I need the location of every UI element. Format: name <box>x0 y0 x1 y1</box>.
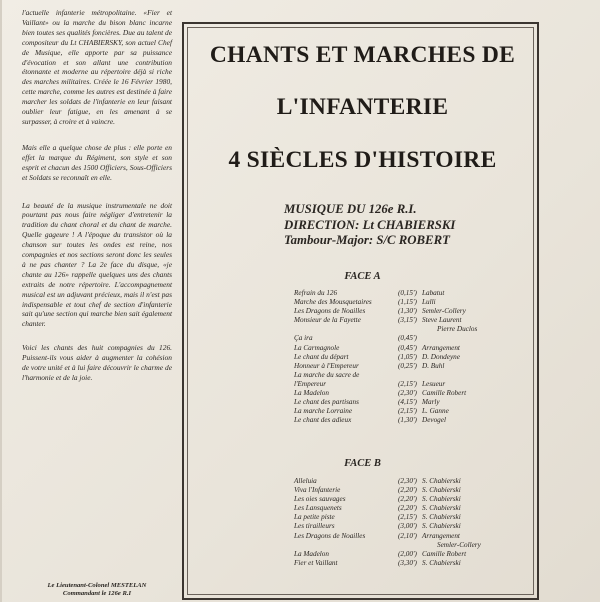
track-title: Le chant des adieux <box>294 416 352 425</box>
track-credit: S. Chabierski <box>422 504 461 513</box>
track-duration: (2,10') <box>398 531 417 540</box>
track-credit: Pierre Duclos <box>437 325 478 334</box>
track-duration: (1,30') <box>398 416 417 425</box>
track-title: Marche des Mousquetaires <box>294 298 372 307</box>
track-title: Le chant des partisans <box>294 398 359 407</box>
face-a-title: FACE A <box>344 271 381 282</box>
title-frame <box>182 22 539 600</box>
track-credit: S. Chabierski <box>422 558 461 567</box>
track-title: l'Empereur <box>294 379 327 388</box>
track-title: Viva l'Infanterie <box>294 486 341 495</box>
track-title: Les Lansquenets <box>294 504 342 513</box>
spine-edge <box>0 0 2 602</box>
credit-direction: DIRECTION: Lt CHABIERSKI <box>284 217 456 232</box>
track-duration: (2,15') <box>398 513 417 522</box>
track-duration: (0,45') <box>398 343 417 352</box>
track-row <box>294 316 534 325</box>
track-row <box>294 380 534 389</box>
track-duration: (0,25') <box>398 361 417 370</box>
liner-signature: Le Lieutenant-Colonel MESTELAN Commandant le 126e R.I <box>47 582 147 597</box>
title-line-2: L'INFANTERIE <box>276 94 449 120</box>
track-duration: (2,15') <box>398 379 417 388</box>
track-title: Les oies sauvages <box>294 495 346 504</box>
track-title: Alleluia <box>294 477 317 485</box>
liner-paragraph: Voici les chants des huit compagnies du 126. Puissent-ils vous aider à augmenter la cohésion de votre unité et à lui faire découvrir le charme de l'harmonie et de la joie. <box>22 343 172 382</box>
track-duration: (2,20') <box>398 486 417 495</box>
track-row <box>294 389 534 398</box>
track-credit: S. Chabierski <box>422 513 461 522</box>
track-title: Ça ira <box>294 334 313 343</box>
track-row <box>294 307 534 316</box>
track-row <box>294 407 534 416</box>
liner-notes <box>22 8 172 394</box>
track-credit: Marly <box>422 398 440 407</box>
track-title: Les tirailleurs <box>294 522 335 531</box>
track-duration: (2,30') <box>398 477 417 485</box>
track-row <box>294 477 534 486</box>
track-title: Fier et Vaillant <box>294 558 338 567</box>
credit-music: MUSIQUE DU 126e R.I. <box>284 202 417 216</box>
track-credit: L. Ganne <box>422 407 449 416</box>
credits-block <box>284 202 455 249</box>
track-credit: S. Chabierski <box>422 522 461 531</box>
track-title: Les Dragons de Noailles <box>294 531 366 540</box>
track-row <box>294 334 534 343</box>
track-credit: Camille Robert <box>422 549 467 558</box>
track-duration: (0,45') <box>398 334 417 343</box>
track-row <box>294 398 534 407</box>
track-row <box>294 522 534 531</box>
track-title: Les Dragons de Noailles <box>294 307 366 316</box>
track-row <box>294 495 534 504</box>
track-duration: (3,30') <box>398 558 417 567</box>
track-credit: Semler-Collery <box>437 540 481 549</box>
track-duration: (3,00') <box>398 522 417 531</box>
track-credit: Lulli <box>422 298 436 307</box>
track-duration: (4,15') <box>398 398 417 407</box>
track-title: La marche Lorraine <box>294 407 353 416</box>
track-row <box>294 371 534 380</box>
title-line-3: 4 SIÈCLES D'HISTOIRE <box>228 147 497 173</box>
track-row <box>294 559 534 568</box>
track-credit: Camille Robert <box>422 389 467 398</box>
track-row <box>294 325 534 334</box>
credit-drum-major: Tambour-Major: S/C ROBERT <box>284 233 450 247</box>
track-row <box>294 513 534 522</box>
track-title: La Madelon <box>294 389 329 398</box>
face-b-tracklist <box>294 477 534 568</box>
liner-paragraph: l'actuelle infanterie métropolitaine. «Fier et Vaillant» ou la marche du bison blanc incarne bien toutes ses qualités foncières. Due au talent de compositeur du Lt CHABIERSKY, son actuel Chef de Musique, elle apporte par sa puissance d'évocation et son allant une contribution étonnante et moderne au répertoire déjà si riche des marches militaires. Créée le 16 Février 1980, cette marche, comme les autres est destinée à faire marcher les soldats de l'infanterie en leur faisant oublier leur fatigue, en les amenant à se surpasser, à croire et à vaincre. <box>22 8 172 126</box>
face-a-tracklist <box>294 289 534 425</box>
track-duration: (1,30') <box>398 307 417 316</box>
track-duration: (3,15') <box>398 316 417 325</box>
title-line-1: CHANTS ET MARCHES DE <box>209 42 516 68</box>
track-title: La Madelon <box>294 549 329 558</box>
track-duration: (2,20') <box>398 504 417 513</box>
track-duration: (0,15') <box>398 289 417 297</box>
track-credit: Devogel <box>422 416 446 425</box>
track-title: Honneur à l'Empereur <box>294 361 359 370</box>
liner-paragraph: Mais elle a quelque chose de plus : elle porte en effet la marque du Régiment, son style et son esprit et chacun des 1500 Officiers, Sous-Officiers et Soldats se reconnaît en elle. <box>22 142 172 182</box>
track-duration: (2,15') <box>398 407 417 416</box>
track-credit: Lesueur <box>422 379 446 388</box>
track-credit: S. Chabierski <box>422 495 461 504</box>
track-duration: (1,15') <box>398 298 417 307</box>
track-title: Le chant du départ <box>294 352 349 361</box>
liner-paragraph: La beauté de la musique instrumentale ne doit pourtant pas nous faire négliger d'entretenir la tradition du chant choral et du chant de marche. Quelle gageure ! A l'époque du transistor où la chanson sur toutes les ondes est reine, nos compagnies et nos sections seront donc les seules à ne pas chanter ? La 2e face du disque, «je chante au 126» rappelle quelques uns des chants extraits de notre répertoire. L'accompagnement musical est un adjuvant précieux, mais il n'est pas indispensable et tout chef de section d'infanterie sait qu'une section qui marche bien sait également chanter. <box>22 200 172 329</box>
track-title: La marche du sacre de <box>294 370 360 379</box>
track-row <box>294 504 534 513</box>
track-row <box>294 416 534 425</box>
track-credit: Arrangement <box>422 343 460 352</box>
track-row <box>294 541 534 550</box>
track-duration: (2,00') <box>398 549 417 558</box>
track-credit: D. Dondeyne <box>422 352 460 361</box>
track-title: La Carmagnole <box>294 343 340 352</box>
face-b-title: FACE B <box>344 458 381 469</box>
track-title: La petite piste <box>294 513 335 522</box>
track-row <box>294 362 534 371</box>
track-row <box>294 486 534 495</box>
track-credit: S. Chabierski <box>422 486 461 495</box>
track-row <box>294 289 534 298</box>
track-row <box>294 298 534 307</box>
track-duration: (2,30') <box>398 389 417 398</box>
track-row <box>294 550 534 559</box>
track-credit: Semler-Collery <box>422 307 466 316</box>
track-row <box>294 344 534 353</box>
track-credit: D. Buhl <box>422 361 445 370</box>
track-credit: Arrangement <box>422 531 460 540</box>
track-title: Monsieur de la Fayette <box>294 316 361 325</box>
track-credit: S. Chabierski <box>422 477 461 485</box>
track-title: Refrain du 126 <box>294 289 338 297</box>
track-duration: (2,20') <box>398 495 417 504</box>
track-row <box>294 532 534 541</box>
track-credit: Labatut <box>422 289 445 297</box>
track-row <box>294 353 534 362</box>
track-credit: Steve Laurent <box>422 316 462 325</box>
track-duration: (1,05') <box>398 352 417 361</box>
